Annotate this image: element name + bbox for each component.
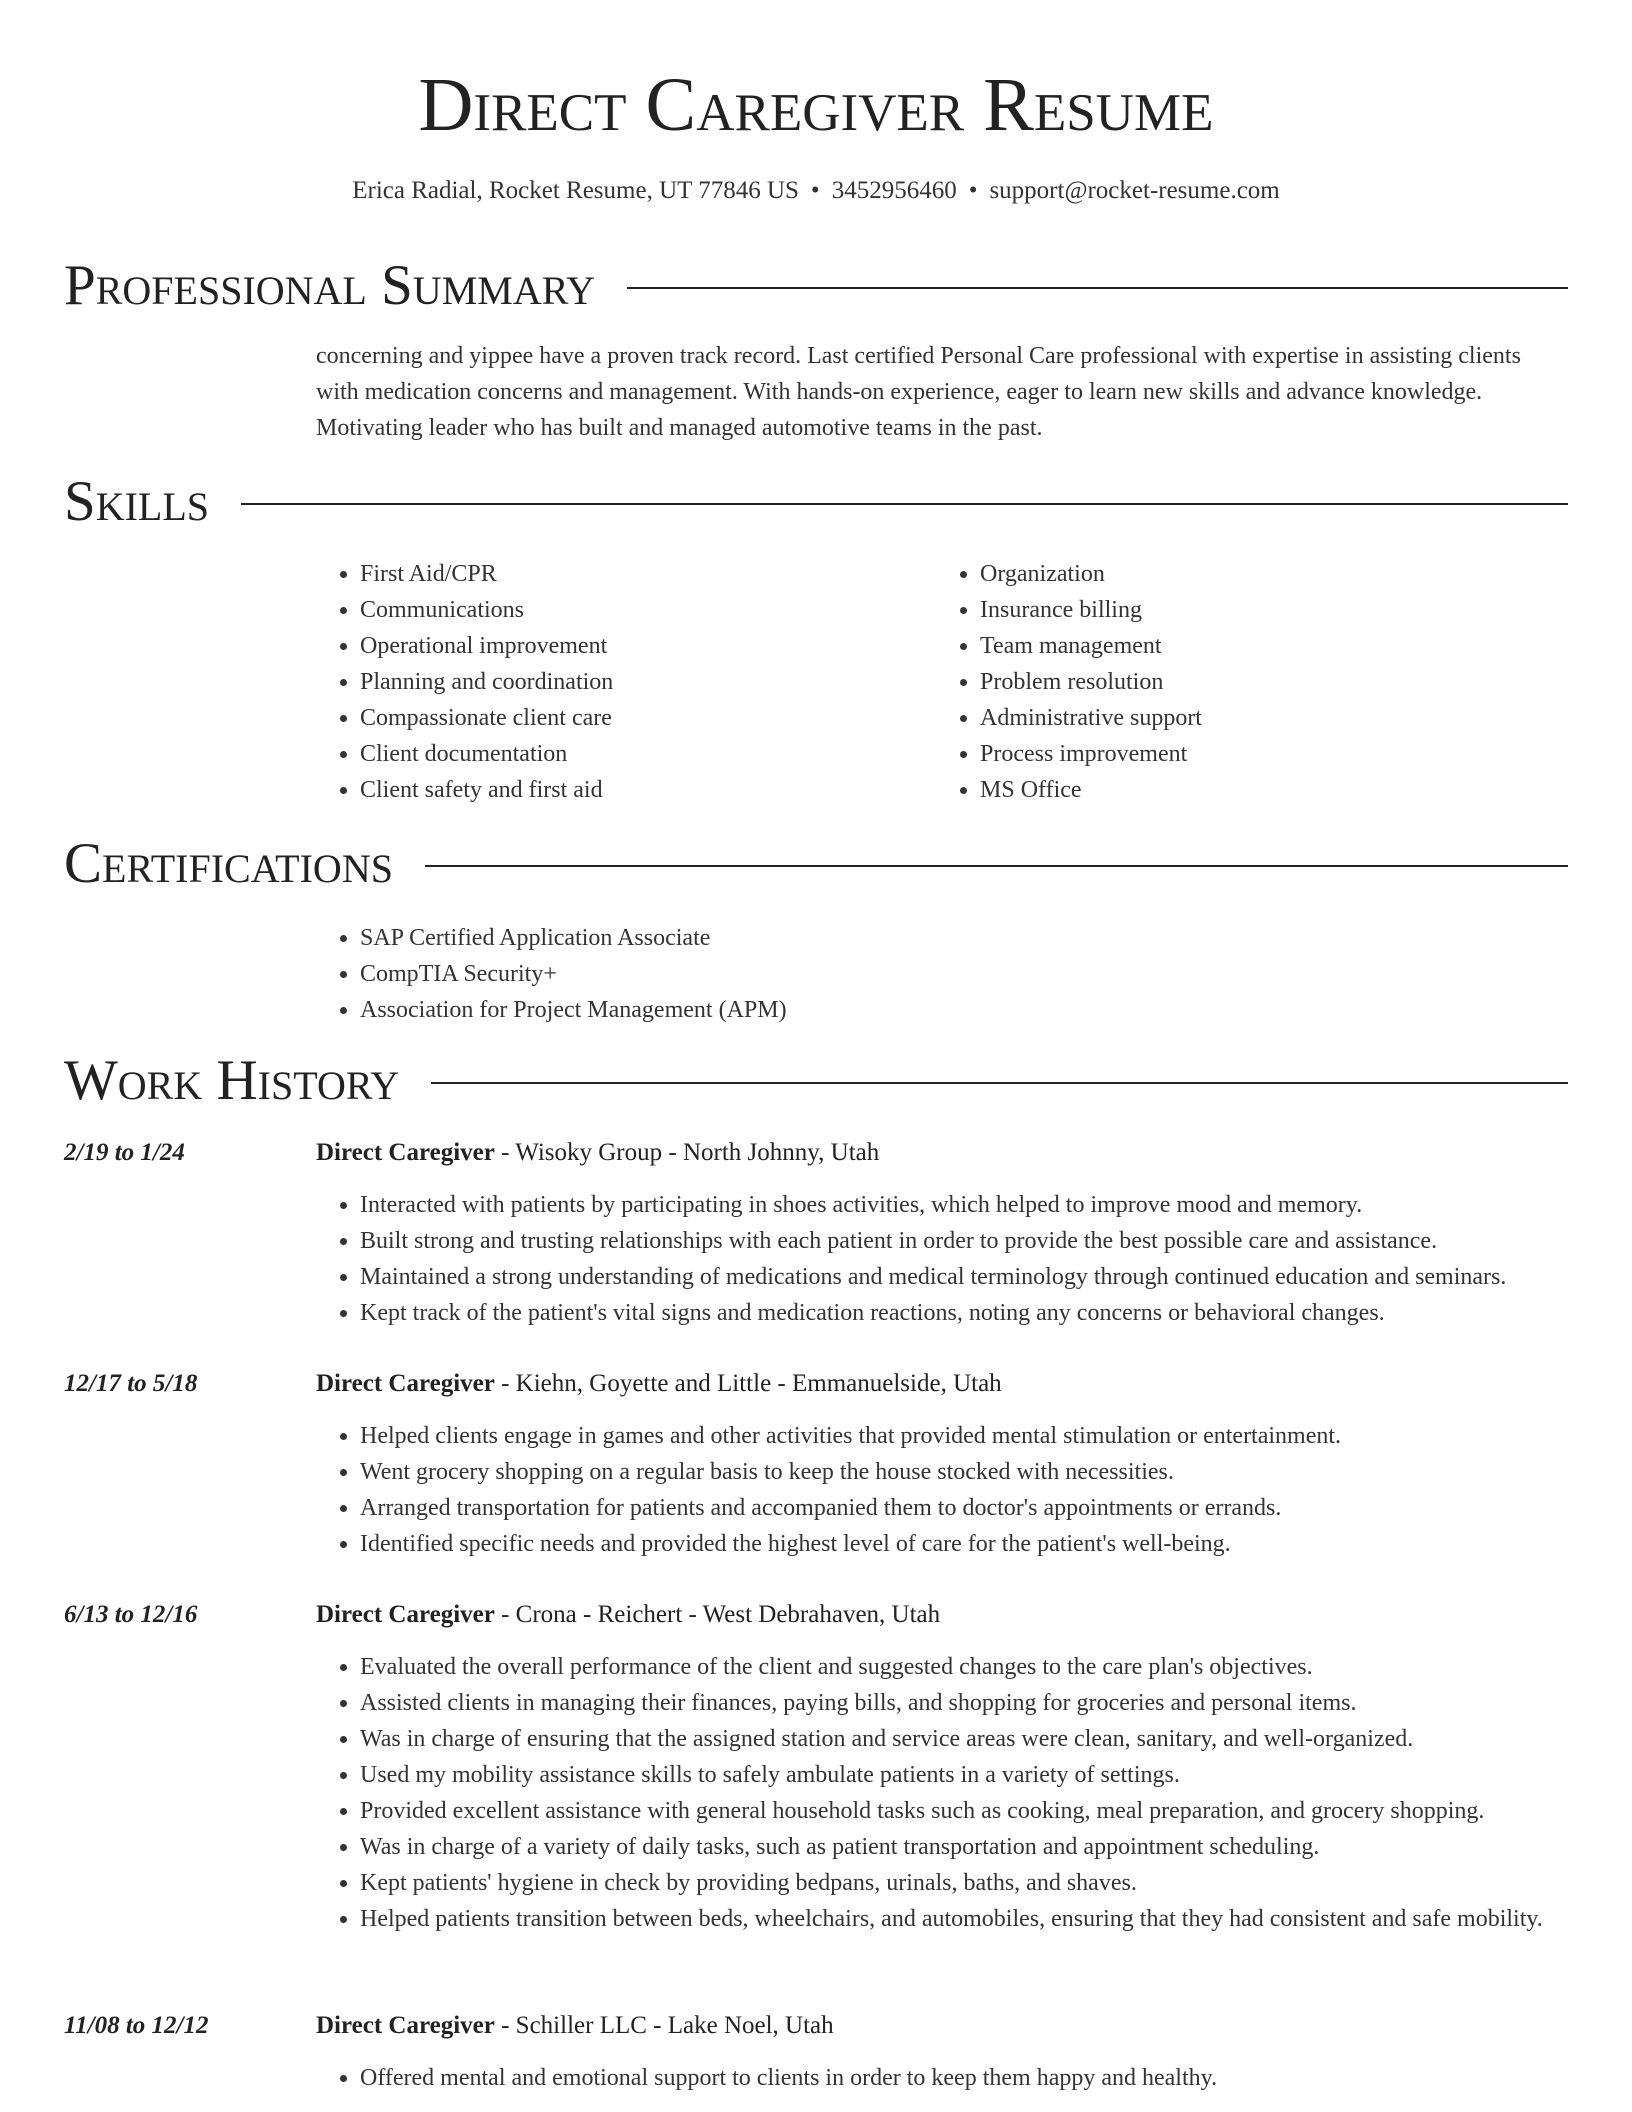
skill-item: • Operational improvement: [360, 628, 876, 664]
job-bullet: • Offered mental and emotional support to clients in order to keep them happy and healthy.: [360, 2060, 1566, 2096]
skills-section-header: [64, 470, 1568, 534]
job-bullet: • Maintained a strong understanding of medications and medical terminology through continued education and seminars.: [360, 1259, 1566, 1295]
contact-separator: •: [810, 177, 820, 204]
job-bullet: • Arranged transportation for patients and accompanied them to doctor's appointments or errands.: [360, 1490, 1566, 1526]
job-bullets: [316, 2060, 1566, 2096]
skill-item: • Planning and coordination: [360, 664, 876, 700]
section-divider: [241, 503, 1568, 505]
job-bullet: • Built strong and trusting relationships with each patient in order to provide the best possible care and assistance.: [360, 1223, 1566, 1259]
contact-email: support@rocket-resume.com: [989, 177, 1280, 204]
summary-section-header: [64, 254, 1568, 318]
skill-item: • MS Office: [980, 772, 1536, 808]
job-heading: [316, 1135, 1566, 1171]
job-bullet: • Helped patients transition between beds, wheelchairs, and automobiles, ensuring that they had consistent and safe mobility.: [360, 1901, 1566, 1937]
job-employer-location: - Crona - Reichert - West Debrahaven, Utah: [494, 1601, 941, 1628]
skill-item: • Client documentation: [360, 736, 876, 772]
section-divider: [627, 287, 1568, 289]
job-dates: 2/19 to 1/24: [64, 1139, 185, 1166]
section-heading-skills: Skills: [64, 470, 210, 533]
skill-item: • Problem resolution: [980, 664, 1536, 700]
job-title: Direct Caregiver: [316, 1139, 495, 1166]
section-divider: [431, 1082, 1568, 1084]
section-divider: [425, 865, 1568, 867]
certification-item: • SAP Certified Application Associate: [360, 920, 1316, 956]
skills-list-right: [936, 556, 1536, 808]
job-bullet: • Provided excellent assistance with general household tasks such as cooking, meal preparation, and grocery shopping.: [360, 1793, 1566, 1829]
certifications-list: [316, 920, 1316, 1028]
job-heading: [316, 2008, 1566, 2044]
job-title: Direct Caregiver: [316, 1370, 495, 1397]
section-heading-summary: Professional Summary: [64, 254, 596, 317]
contact-line: [0, 174, 1632, 208]
skill-item: • Process improvement: [980, 736, 1536, 772]
job-bullet: • Kept track of the patient's vital signs and medication reactions, noting any concerns or behavioral changes.: [360, 1295, 1566, 1331]
resume-title: Direct Caregiver Resume: [418, 63, 1214, 147]
skill-item: • Insurance billing: [980, 592, 1536, 628]
job-dates: 6/13 to 12/16: [64, 1601, 198, 1628]
contact-phone: 3452956460: [831, 177, 957, 204]
job-employer-location: - Kiehn, Goyette and Little - Emmanuelside, Utah: [494, 1370, 1002, 1397]
contact-separator: •: [968, 177, 978, 204]
job-bullet: • Assisted clients in managing their finances, paying bills, and shopping for groceries and personal items.: [360, 1685, 1566, 1721]
job-bullet: • Identified specific needs and provided the highest level of care for the patient's well-being.: [360, 1526, 1566, 1562]
job-bullets: [316, 1187, 1566, 1331]
job-dates: 12/17 to 5/18: [64, 1370, 198, 1397]
job-heading: [316, 1366, 1566, 1402]
job-bullet: • Helped clients engage in games and other activities that provided mental stimulation or entertainment.: [360, 1418, 1566, 1454]
job-dates: 11/08 to 12/12: [64, 2012, 209, 2039]
job-bullets: [316, 1418, 1566, 1562]
job-employer-location: - Schiller LLC - Lake Noel, Utah: [494, 2012, 834, 2039]
skill-item: • Compassionate client care: [360, 700, 876, 736]
job-bullet: • Was in charge of a variety of daily tasks, such as patient transportation and appointment scheduling.: [360, 1829, 1566, 1865]
skill-item: • First Aid/CPR: [360, 556, 876, 592]
job-bullet: • Was in charge of ensuring that the assigned station and service areas were clean, sanitary, and well-organized.: [360, 1721, 1566, 1757]
certifications-section-header: [64, 832, 1568, 896]
section-heading-certifications: Certifications: [64, 832, 393, 895]
job-title: Direct Caregiver: [316, 1601, 495, 1628]
skill-item: • Organization: [980, 556, 1536, 592]
contact-address: Erica Radial, Rocket Resume, UT 77846 US: [352, 177, 799, 204]
skill-item: • Team management: [980, 628, 1536, 664]
work-history-section-header: [64, 1049, 1568, 1113]
section-heading-work-history: Work History: [64, 1049, 400, 1112]
job-bullet: • Kept patients' hygiene in check by providing bedpans, urinals, baths, and shaves.: [360, 1865, 1566, 1901]
skill-item: • Client safety and first aid: [360, 772, 876, 808]
certification-item: • Association for Project Management (APM): [360, 992, 1316, 1028]
job-heading: [316, 1597, 1566, 1633]
skill-item: • Administrative support: [980, 700, 1536, 736]
summary-text: concerning and yippee have a proven track record. Last certified Personal Care professional with expertise in assisting clients with medication concerns and management. With hands-on experience, eager to learn new skills and advance knowledge. Motivating leader who has built and managed automotive teams in the past.: [316, 343, 1521, 441]
job-employer-location: - Wisoky Group - North Johnny, Utah: [494, 1139, 880, 1166]
job-bullets: [316, 1649, 1566, 1937]
skill-item: • Communications: [360, 592, 876, 628]
job-bullet: • Evaluated the overall performance of the client and suggested changes to the care plan's objectives.: [360, 1649, 1566, 1685]
job-bullet: • Used my mobility assistance skills to safely ambulate patients in a variety of settings.: [360, 1757, 1566, 1793]
skills-list-left: [316, 556, 876, 808]
certification-item: • CompTIA Security+: [360, 956, 1316, 992]
job-bullet: • Went grocery shopping on a regular basis to keep the house stocked with necessities.: [360, 1454, 1566, 1490]
job-bullet: • Interacted with patients by participating in shoes activities, which helped to improve mood and memory.: [360, 1187, 1566, 1223]
job-title: Direct Caregiver: [316, 2012, 495, 2039]
